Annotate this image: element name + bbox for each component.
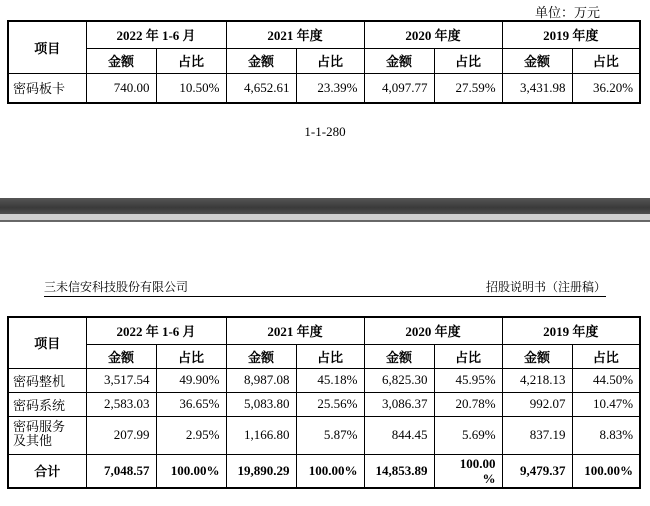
cell-value: 740.00 <box>86 73 156 103</box>
cell-value: 100.00% <box>572 454 640 488</box>
total-label: 合计 <box>8 454 86 488</box>
cell-value: 9,479.37 <box>502 454 572 488</box>
header-period-2020: 2020 年度 <box>364 317 502 344</box>
cell-value: 20.78% <box>434 392 502 416</box>
cell-value: 45.18% <box>296 368 364 392</box>
cell-value: 45.95% <box>434 368 502 392</box>
header-period-2022h1: 2022 年 1-6 月 <box>86 317 226 344</box>
cell-value: 7,048.57 <box>86 454 156 488</box>
cell-value: 5,083.80 <box>226 392 296 416</box>
cell-value: 8.83% <box>572 416 640 454</box>
page-number: 1-1-280 <box>304 124 346 139</box>
header-amount: 金额 <box>226 344 296 368</box>
cell-value: 5.87% <box>296 416 364 454</box>
row-label: 密码系统 <box>8 392 86 416</box>
table-row <box>8 416 640 454</box>
row-label: 密码板卡 <box>8 73 86 103</box>
header-share: 占比 <box>156 344 226 368</box>
row-label: 密码整机 <box>8 368 86 392</box>
cell-value: 27.59% <box>434 73 502 103</box>
header-amount: 金额 <box>502 48 572 73</box>
cell-value: 36.20% <box>572 73 640 103</box>
running-header-rule <box>44 296 606 297</box>
header-item: 项目 <box>8 317 86 368</box>
cell-value: 207.99 <box>86 416 156 454</box>
header-share: 占比 <box>296 48 364 73</box>
header-share: 占比 <box>434 344 502 368</box>
cell-value: 2.95% <box>156 416 226 454</box>
cell-value: 49.90% <box>156 368 226 392</box>
cell-value: 3,517.54 <box>86 368 156 392</box>
unit-label: 单位：万元 <box>534 6 600 21</box>
cell-value: 8,987.08 <box>226 368 296 392</box>
cell-value: 4,218.13 <box>502 368 572 392</box>
cell-value: 992.07 <box>502 392 572 416</box>
cell-value: 844.45 <box>364 416 434 454</box>
cell-value: 2,583.03 <box>86 392 156 416</box>
cell-value: 100.00% <box>296 454 364 488</box>
header-period-2020: 2020 年度 <box>364 21 502 48</box>
row-label <box>8 416 86 454</box>
cell-value: 837.19 <box>502 416 572 454</box>
row-label-line1: 密码服务 <box>13 420 66 435</box>
header-period-2021: 2021 年度 <box>226 21 364 48</box>
header-period-2021: 2021 年度 <box>226 317 364 344</box>
cell-value: 1,166.80 <box>226 416 296 454</box>
header-share: 占比 <box>434 48 502 73</box>
cell-value: 100.00% <box>156 454 226 488</box>
header-period-2019: 2019 年度 <box>502 317 640 344</box>
header-share: 占比 <box>572 344 640 368</box>
table-row <box>8 392 640 416</box>
cell-value: 14,853.89 <box>364 454 434 488</box>
row-label-line2: 及其他 <box>13 434 53 449</box>
cell-value: 4,097.77 <box>364 73 434 103</box>
page-break-divider <box>0 198 650 222</box>
table-row <box>8 73 640 103</box>
header-amount: 金额 <box>86 48 156 73</box>
header-amount: 金额 <box>502 344 572 368</box>
header-share: 占比 <box>296 344 364 368</box>
header-amount: 金额 <box>364 48 434 73</box>
cell-value: 10.47% <box>572 392 640 416</box>
header-share: 占比 <box>572 48 640 73</box>
cell-value: 3,086.37 <box>364 392 434 416</box>
header-item: 项目 <box>8 21 86 73</box>
header-amount: 金额 <box>364 344 434 368</box>
header-amount: 金额 <box>226 48 296 73</box>
running-header-company: 三未信安科技股份有限公司 <box>44 280 189 294</box>
table-total-row <box>8 454 640 488</box>
header-period-2019: 2019 年度 <box>502 21 640 48</box>
revenue-table-bottom <box>7 316 641 489</box>
cell-value: 19,890.29 <box>226 454 296 488</box>
cell-value: 36.65% <box>156 392 226 416</box>
cell-value: 10.50% <box>156 73 226 103</box>
header-period-2022h1: 2022 年 1-6 月 <box>86 21 226 48</box>
cell-value: 100.00 % <box>434 454 502 488</box>
table-row <box>8 368 640 392</box>
revenue-table-top <box>7 20 641 104</box>
running-header-doc: 招股说明书（注册稿） <box>485 280 606 294</box>
cell-value: 25.56% <box>296 392 364 416</box>
cell-value: 3,431.98 <box>502 73 572 103</box>
cell-value: 4,652.61 <box>226 73 296 103</box>
cell-value: 23.39% <box>296 73 364 103</box>
cell-value: 6,825.30 <box>364 368 434 392</box>
header-amount: 金额 <box>86 344 156 368</box>
cell-value: 5.69% <box>434 416 502 454</box>
header-share: 占比 <box>156 48 226 73</box>
cell-value: 44.50% <box>572 368 640 392</box>
